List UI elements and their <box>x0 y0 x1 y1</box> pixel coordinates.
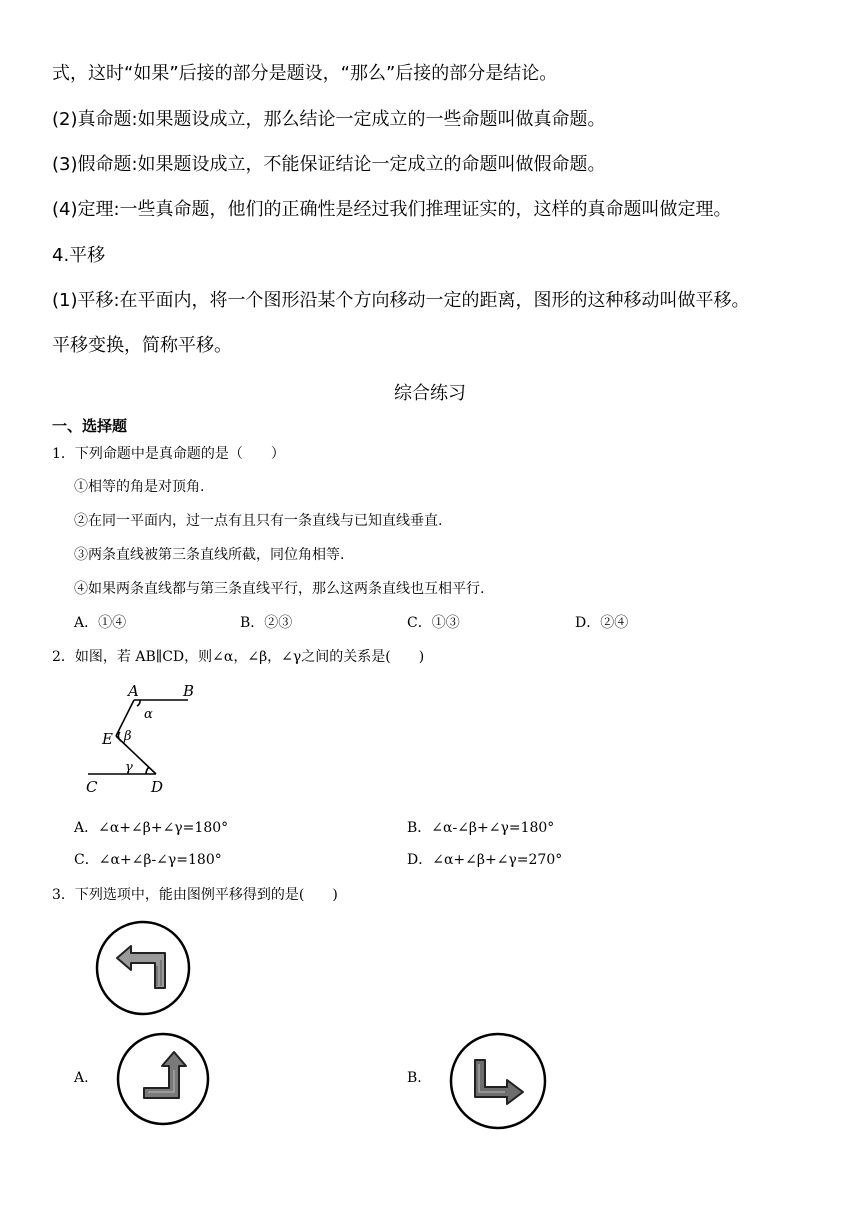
q1-statement-2: ②在同一平面内，过一点有且只有一条直线与已知直线垂直. <box>74 513 443 529</box>
segment-ed <box>116 736 156 774</box>
q2-stem: 2．如图，若 AB∥CD，则∠α，∠β，∠γ之间的关系是( ) <box>52 649 425 665</box>
q2-option-c[interactable]: C．∠α+∠β-∠γ=180° <box>74 852 222 868</box>
q3-option-b[interactable]: B. <box>407 1070 422 1086</box>
q2-option-d[interactable]: D．∠α+∠β+∠γ=270° <box>407 852 563 868</box>
label-d: D <box>151 778 164 796</box>
heading-translation: 4.平移 <box>52 245 106 266</box>
q2-option-b[interactable]: B．∠α-∠β+∠γ=180° <box>407 820 555 836</box>
label-c: C <box>86 778 98 796</box>
q1-option-c[interactable]: C．①③ <box>407 615 460 631</box>
practice-title: 综合练习 <box>394 383 466 404</box>
intro-line-1: 式，这时“如果”后接的部分是题设，“那么”后接的部分是结论。 <box>52 63 558 84</box>
arrow-up-right-icon[interactable] <box>116 1032 210 1126</box>
intro-line-5: (1)平移:在平面内，将一个图形沿某个方向移动一定的距离，图形的这种移动叫做平移。 <box>52 290 750 311</box>
q1-statement-4: ④如果两条直线都与第三条直线平行，那么这两条直线也互相平行. <box>74 581 485 597</box>
arc-gamma <box>146 767 149 774</box>
q1-statement-1: ①相等的角是对顶角. <box>74 479 205 495</box>
label-alpha: α <box>144 707 153 722</box>
q1-option-b[interactable]: B．②③ <box>240 615 293 631</box>
q2-option-a[interactable]: A．∠α+∠β+∠γ=180° <box>74 820 229 836</box>
label-gamma: γ <box>125 760 133 775</box>
label-e: E <box>102 730 113 748</box>
q1-stem: 1．下列命题中是真命题的是（ ） <box>52 446 285 462</box>
arc-alpha <box>137 700 140 706</box>
label-b: B <box>183 682 195 700</box>
q1-option-a[interactable]: A．①④ <box>74 615 127 631</box>
intro-line-3: (3)假命题:如果题设成立，不能保证结论一定成立的命题叫做假命题。 <box>52 154 606 175</box>
label-a: A <box>128 682 139 700</box>
q2-figure <box>80 678 210 798</box>
arrow-up-left-icon <box>95 920 191 1016</box>
q1-statement-3: ③两条直线被第三条直线所截，同位角相等. <box>74 547 345 563</box>
label-beta: β <box>124 729 132 744</box>
section-title: 一、选择题 <box>52 417 128 435</box>
intro-line-2: (2)真命题:如果题设成立，那么结论一定成立的一些命题叫做真命题。 <box>52 109 606 130</box>
q3-stem: 3．下列选项中，能由图例平移得到的是( ) <box>52 887 338 903</box>
arrow-down-right-icon[interactable] <box>449 1032 547 1130</box>
intro-line-6: 平移变换，简称平移。 <box>52 335 232 356</box>
intro-line-4: (4)定理:一些真命题，他们的正确性是经过我们推理证实的，这样的真命题叫做定理。 <box>52 199 732 220</box>
q1-option-d[interactable]: D．②④ <box>575 615 629 631</box>
arc-beta <box>118 732 121 741</box>
q3-option-a[interactable]: A. <box>74 1070 89 1086</box>
